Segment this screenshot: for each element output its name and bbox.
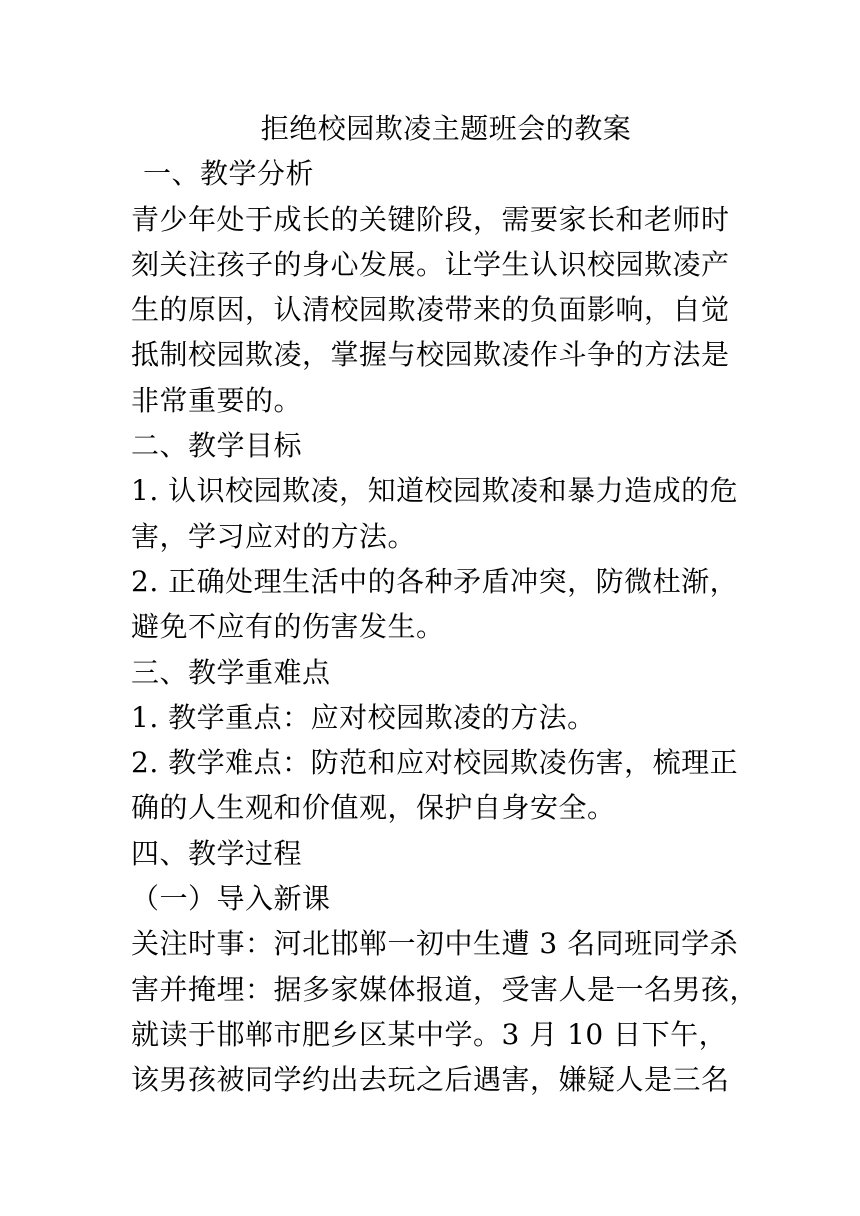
list-item: 2. 教学难点：防范和应对校园欺凌伤害，梳理正: [131, 746, 739, 780]
paragraph-line: 关注时事：河北邯郸一初中生遭 3 名同班同学杀: [131, 927, 739, 961]
section-heading-2: 二、教学目标: [131, 429, 303, 463]
document-body: [131, 106, 759, 1103]
list-item: 1. 认识校园欺凌，知道校园欺凌和暴力造成的危: [131, 474, 739, 508]
subsection-heading: （一）导入新课: [131, 882, 331, 916]
section-heading-1: 一、教学分析: [143, 157, 315, 191]
paragraph-line: 刻关注孩子的身心发展。让学生认识校园欺凌产: [131, 247, 730, 281]
paragraph-line: 害并掩埋：据多家媒体报道，受害人是一名男孩，: [131, 972, 759, 1006]
paragraph-line: 青少年处于成长的关键阶段，需要家长和老师时: [131, 202, 730, 236]
paragraph-line: 就读于邯郸市肥乡区某中学。3 月 10 日下午，: [131, 1017, 728, 1051]
paragraph-line: 抵制校园欺凌，掌握与校园欺凌作斗争的方法是: [131, 338, 730, 372]
paragraph-line: 害，学习应对的方法。: [131, 519, 417, 553]
paragraph-line: 非常重要的。: [131, 383, 303, 417]
paragraph-line: 避免不应有的伤害发生。: [131, 610, 445, 644]
paragraph-line: 生的原因，认清校园欺凌带来的负面影响，自觉: [131, 293, 730, 327]
list-item: 2. 正确处理生活中的各种矛盾冲突，防微杜渐，: [131, 564, 739, 598]
section-heading-3: 三、教学重难点: [131, 655, 331, 689]
paragraph-line: 该男孩被同学约出去玩之后遇害，嫌疑人是三名: [131, 1063, 730, 1097]
list-item: 1. 教学重点：应对校园欺凌的方法。: [131, 700, 596, 734]
paragraph-line: 确的人生观和价值观，保护自身安全。: [131, 791, 616, 825]
section-heading-4: 四、教学过程: [131, 836, 303, 870]
document-title: 拒绝校园欺凌主题班会的教案: [260, 112, 632, 145]
